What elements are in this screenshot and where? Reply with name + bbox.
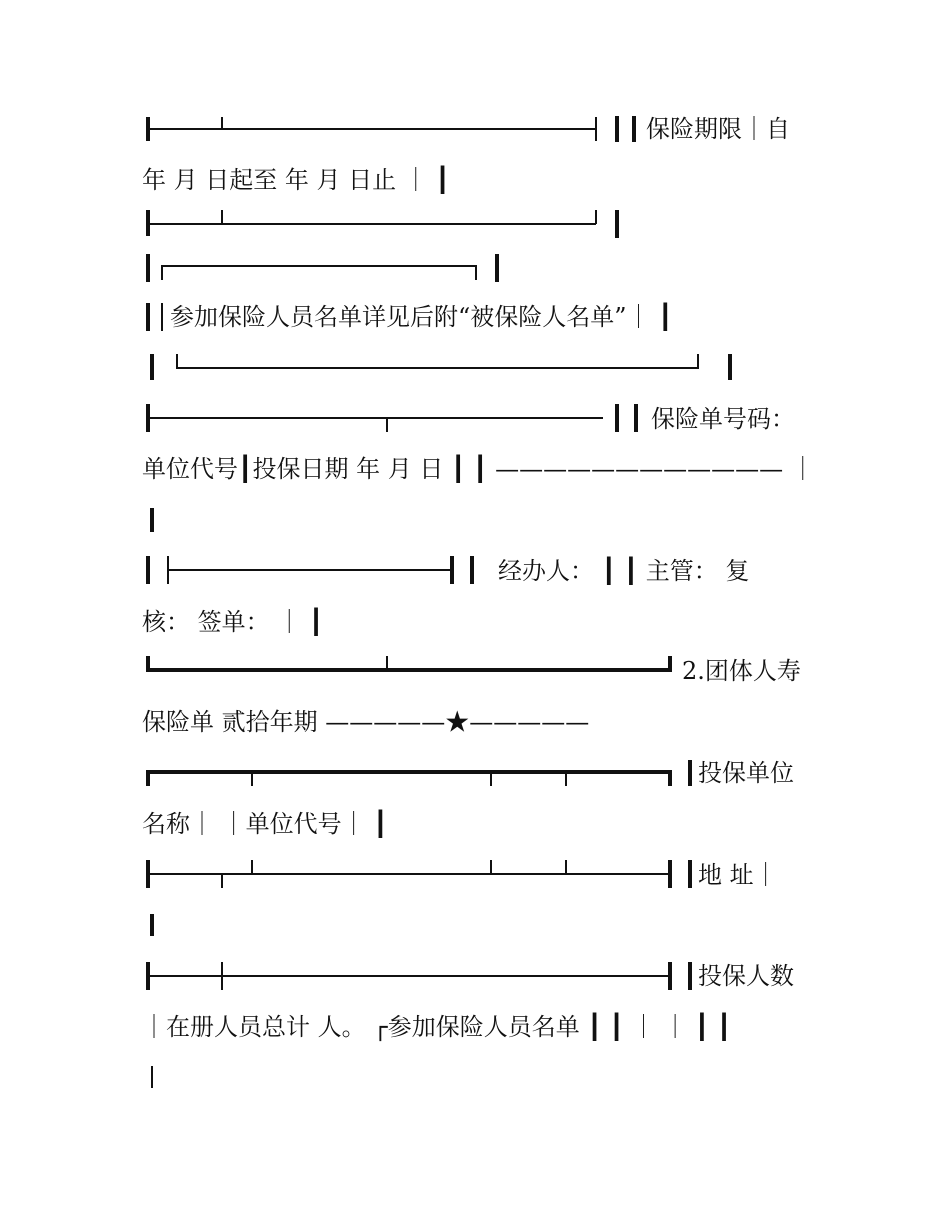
text-line-handler: 经办人： ┃ ┃ 主管： 复 bbox=[498, 557, 750, 585]
text-line-policy-term: 保险单 贰拾年期 —————★————— bbox=[142, 708, 590, 736]
text-line-date-range: 年 月 日起至 年 月 日止 ｜ ┃ bbox=[142, 166, 450, 194]
text-line-name-unit-code: 名称｜ ｜单位代号｜ ┃ bbox=[142, 810, 388, 838]
text-line-policy-number: 保险单号码： bbox=[651, 405, 795, 433]
text-line-insured-list-note: 参加保险人员名单详见后附“被保险人名单”｜ ┃ bbox=[170, 303, 673, 331]
bracket-top bbox=[162, 266, 476, 280]
text-line-address: 地 址｜ bbox=[698, 861, 778, 889]
text-line-section-title: 2.团体人寿 bbox=[682, 657, 801, 685]
text-line-insurance-period: 保险期限｜自 bbox=[646, 115, 790, 143]
rule-line-heavy bbox=[148, 656, 670, 670]
text-line-applicant-unit: 投保单位 bbox=[698, 759, 794, 787]
text-line-unit-code-date: 单位代号┃投保日期 年 月 日 ┃ ┃ ———————————— ｜ bbox=[142, 455, 815, 483]
rule-line-heavy bbox=[148, 772, 670, 786]
bracket-bottom bbox=[177, 354, 698, 368]
text-line-review-sign: 核： 签单： ｜ ┃ bbox=[142, 608, 324, 636]
text-line-registered-total: ｜在册人员总计 人。 ┌参加保险人员名单 ┃ ┃ ｜ ｜ ┃ ┃ bbox=[142, 1013, 732, 1041]
text-line-applicant-count: 投保人数 bbox=[698, 962, 794, 990]
